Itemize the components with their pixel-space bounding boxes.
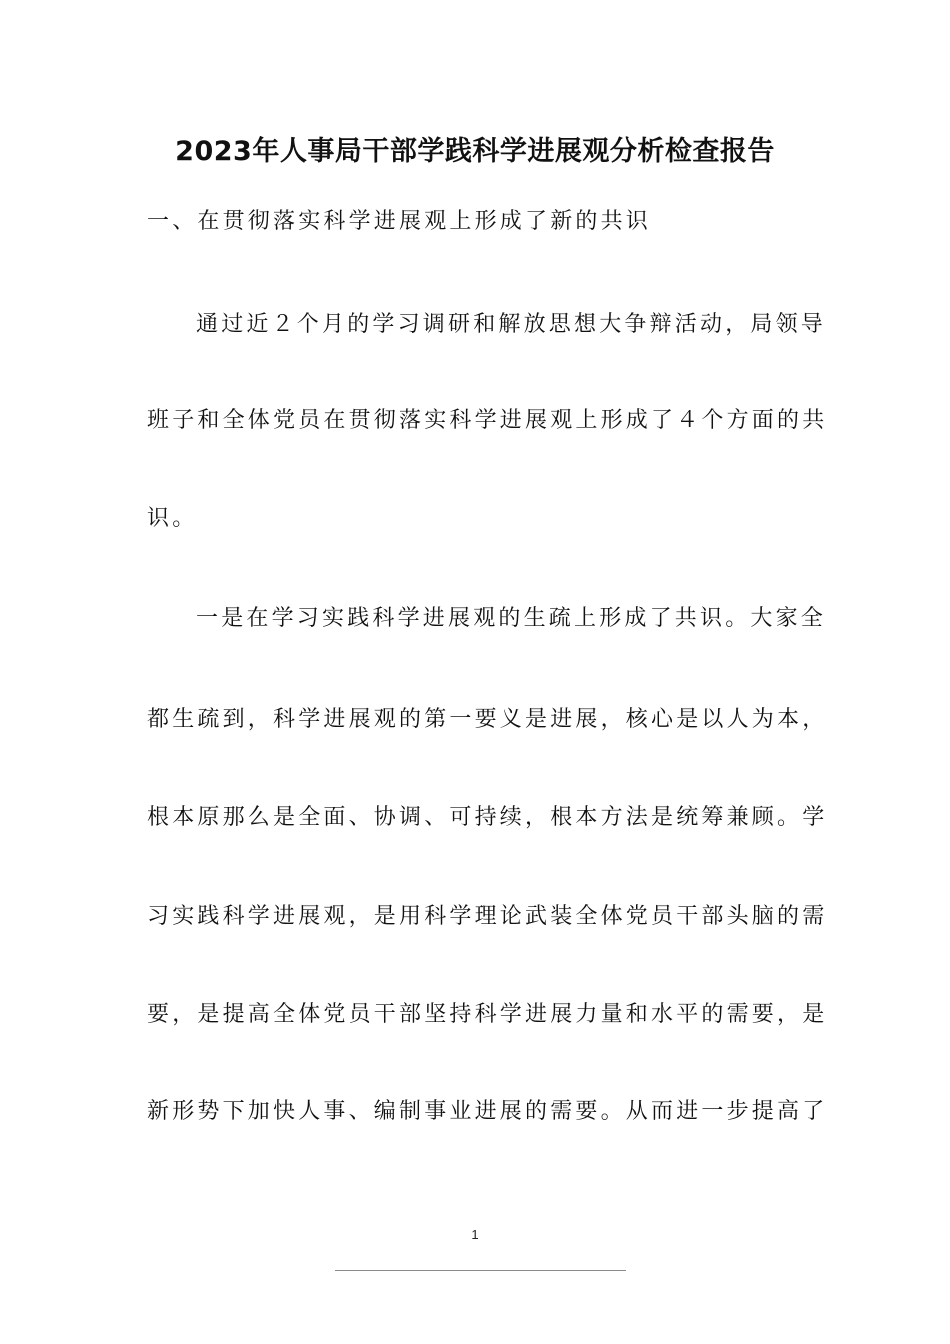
paragraph-2-line-2: 都生疏到，科学进展观的第一要义是进展，核心是以人为本， — [147, 707, 828, 732]
paragraph-2-line-6: 新形势下加快人事、编制事业进展的需要。从而进一步提高了 — [147, 1099, 828, 1124]
paragraph-2-line-4: 习实践科学进展观，是用科学理论武装全体党员干部头脑的需 — [147, 904, 828, 929]
paragraph-2-line-5: 要，是提高全体党员干部坚持科学进展力量和水平的需要，是 — [147, 1002, 828, 1027]
section-heading: 一、在贯彻落实科学进展观上形成了新的共识 — [147, 209, 652, 234]
page-number: 1 — [471, 1227, 479, 1242]
paragraph-2-line-1: 一是在学习实践科学进展观的生疏上形成了共识。大家全 — [196, 606, 827, 631]
footer-divider — [335, 1270, 626, 1271]
document-title: 2023年人事局干部学践科学进展观分析检查报告 — [175, 136, 775, 167]
paragraph-1-line-1: 通过近２个月的学习调研和解放思想大争辩活动，局领导 — [196, 312, 827, 337]
paragraph-2-line-3: 根本原那么是全面、协调、可持续，根本方法是统筹兼顾。学 — [147, 805, 828, 830]
paragraph-1-line-2: 班子和全体党员在贯彻落实科学进展观上形成了４个方面的共 — [147, 408, 828, 433]
paragraph-1-line-3: 识。 — [147, 506, 198, 531]
